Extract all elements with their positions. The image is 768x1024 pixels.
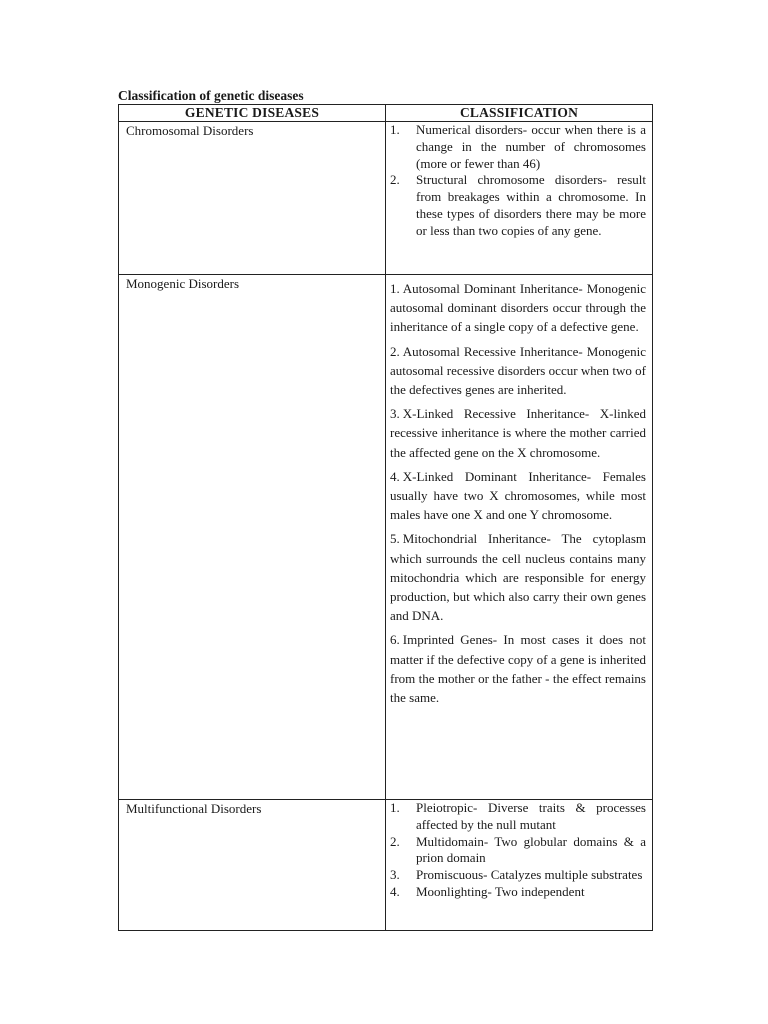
list-item [390,800,646,834]
list-item-number: 4. [390,468,400,484]
table-row [119,122,653,275]
list-item-text: Multidomain- Two globular domains & a prion domain [416,833,646,866]
list-item-text: Promiscuous- Catalyzes multiple substrates [416,867,643,883]
list-item [390,279,646,337]
list-item-number: 2. [390,172,400,188]
paragraph-list [390,279,646,707]
list-item-number: 3. [390,406,400,422]
classification-cell [386,275,653,800]
list-item-text: Pleiotropic- Diverse traits & processes affected by the null mutant [416,800,646,832]
list-item-text: X-Linked Dominant Inheritance- Females usually have two X chromosomes, while most males have one X and one Y chromosome. [390,468,646,523]
list-item-number: 2. [390,343,400,359]
list-item-number: 6. [390,632,400,648]
document-title: Classification of genetic diseases [118,88,304,103]
disease-name-cell: Multifunctional Disorders [119,800,386,931]
numbered-list [390,800,646,901]
list-item [390,867,646,884]
list-item [390,342,646,400]
table-row [119,275,653,800]
list-item-text: Autosomal Recessive Inheritance- Monogenic autosomal recessive disorders occur when two of the defectives genes are inherited. [390,343,646,398]
list-item-number: 4. [390,883,400,899]
list-item-number: 1. [390,281,400,296]
list-item-text: Numerical disorders- occur when there is a change in the number of chromosomes (more or fewer than 46) [416,122,646,171]
column-header-genetic-diseases: GENETIC DISEASES [119,105,386,122]
list-item-text: Autosomal Dominant Inheritance- Monogenic autosomal dominant disorders occur through the inheritance of a single copy of a defective gene. [390,281,646,335]
list-item [390,122,646,172]
document-page [118,88,652,931]
list-item [390,834,646,868]
list-item-number: 2. [390,833,400,849]
list-item-number: 3. [390,867,400,883]
list-item [390,529,646,625]
list-item-number: 1. [390,800,400,815]
disease-name-cell: Monogenic Disorders [119,275,386,800]
list-item [390,884,646,901]
numbered-list [390,122,646,240]
classification-table [118,104,653,931]
list-item-text: X-Linked Recessive Inheritance- X-linked recessive inheritance is where the mother carried the affected gene on the X chromosome. [390,406,646,460]
list-item-text: Imprinted Genes- In most cases it does not matter if the defective copy of a gene is inherited from the mother or the father - the effect remains the same. [390,632,646,706]
list-item [390,467,646,525]
list-item-number: 5. [390,531,400,547]
list-item [390,630,646,707]
disease-name-cell: Chromosomal Disorders [119,122,386,275]
column-header-classification: CLASSIFICATION [386,105,653,122]
list-item [390,404,646,462]
list-item-text: Moonlighting- Two independent [416,883,585,899]
list-item-number: 1. [390,122,400,137]
list-item-text: Structural chromosome disorders- result from breakages within a chromosome. In these types of disorders there may be more or less than two copies of any gene. [416,172,646,238]
list-item [390,172,646,239]
table-row [119,800,653,931]
classification-cell [386,122,653,275]
classification-cell [386,800,653,931]
table-header-row [119,105,653,122]
list-item-text: Mitochondrial Inheritance- The cytoplasm which surrounds the cell nucleus contains many mitochondria which are responsible for energy production, but which also carry their own genes and DNA. [390,531,646,624]
